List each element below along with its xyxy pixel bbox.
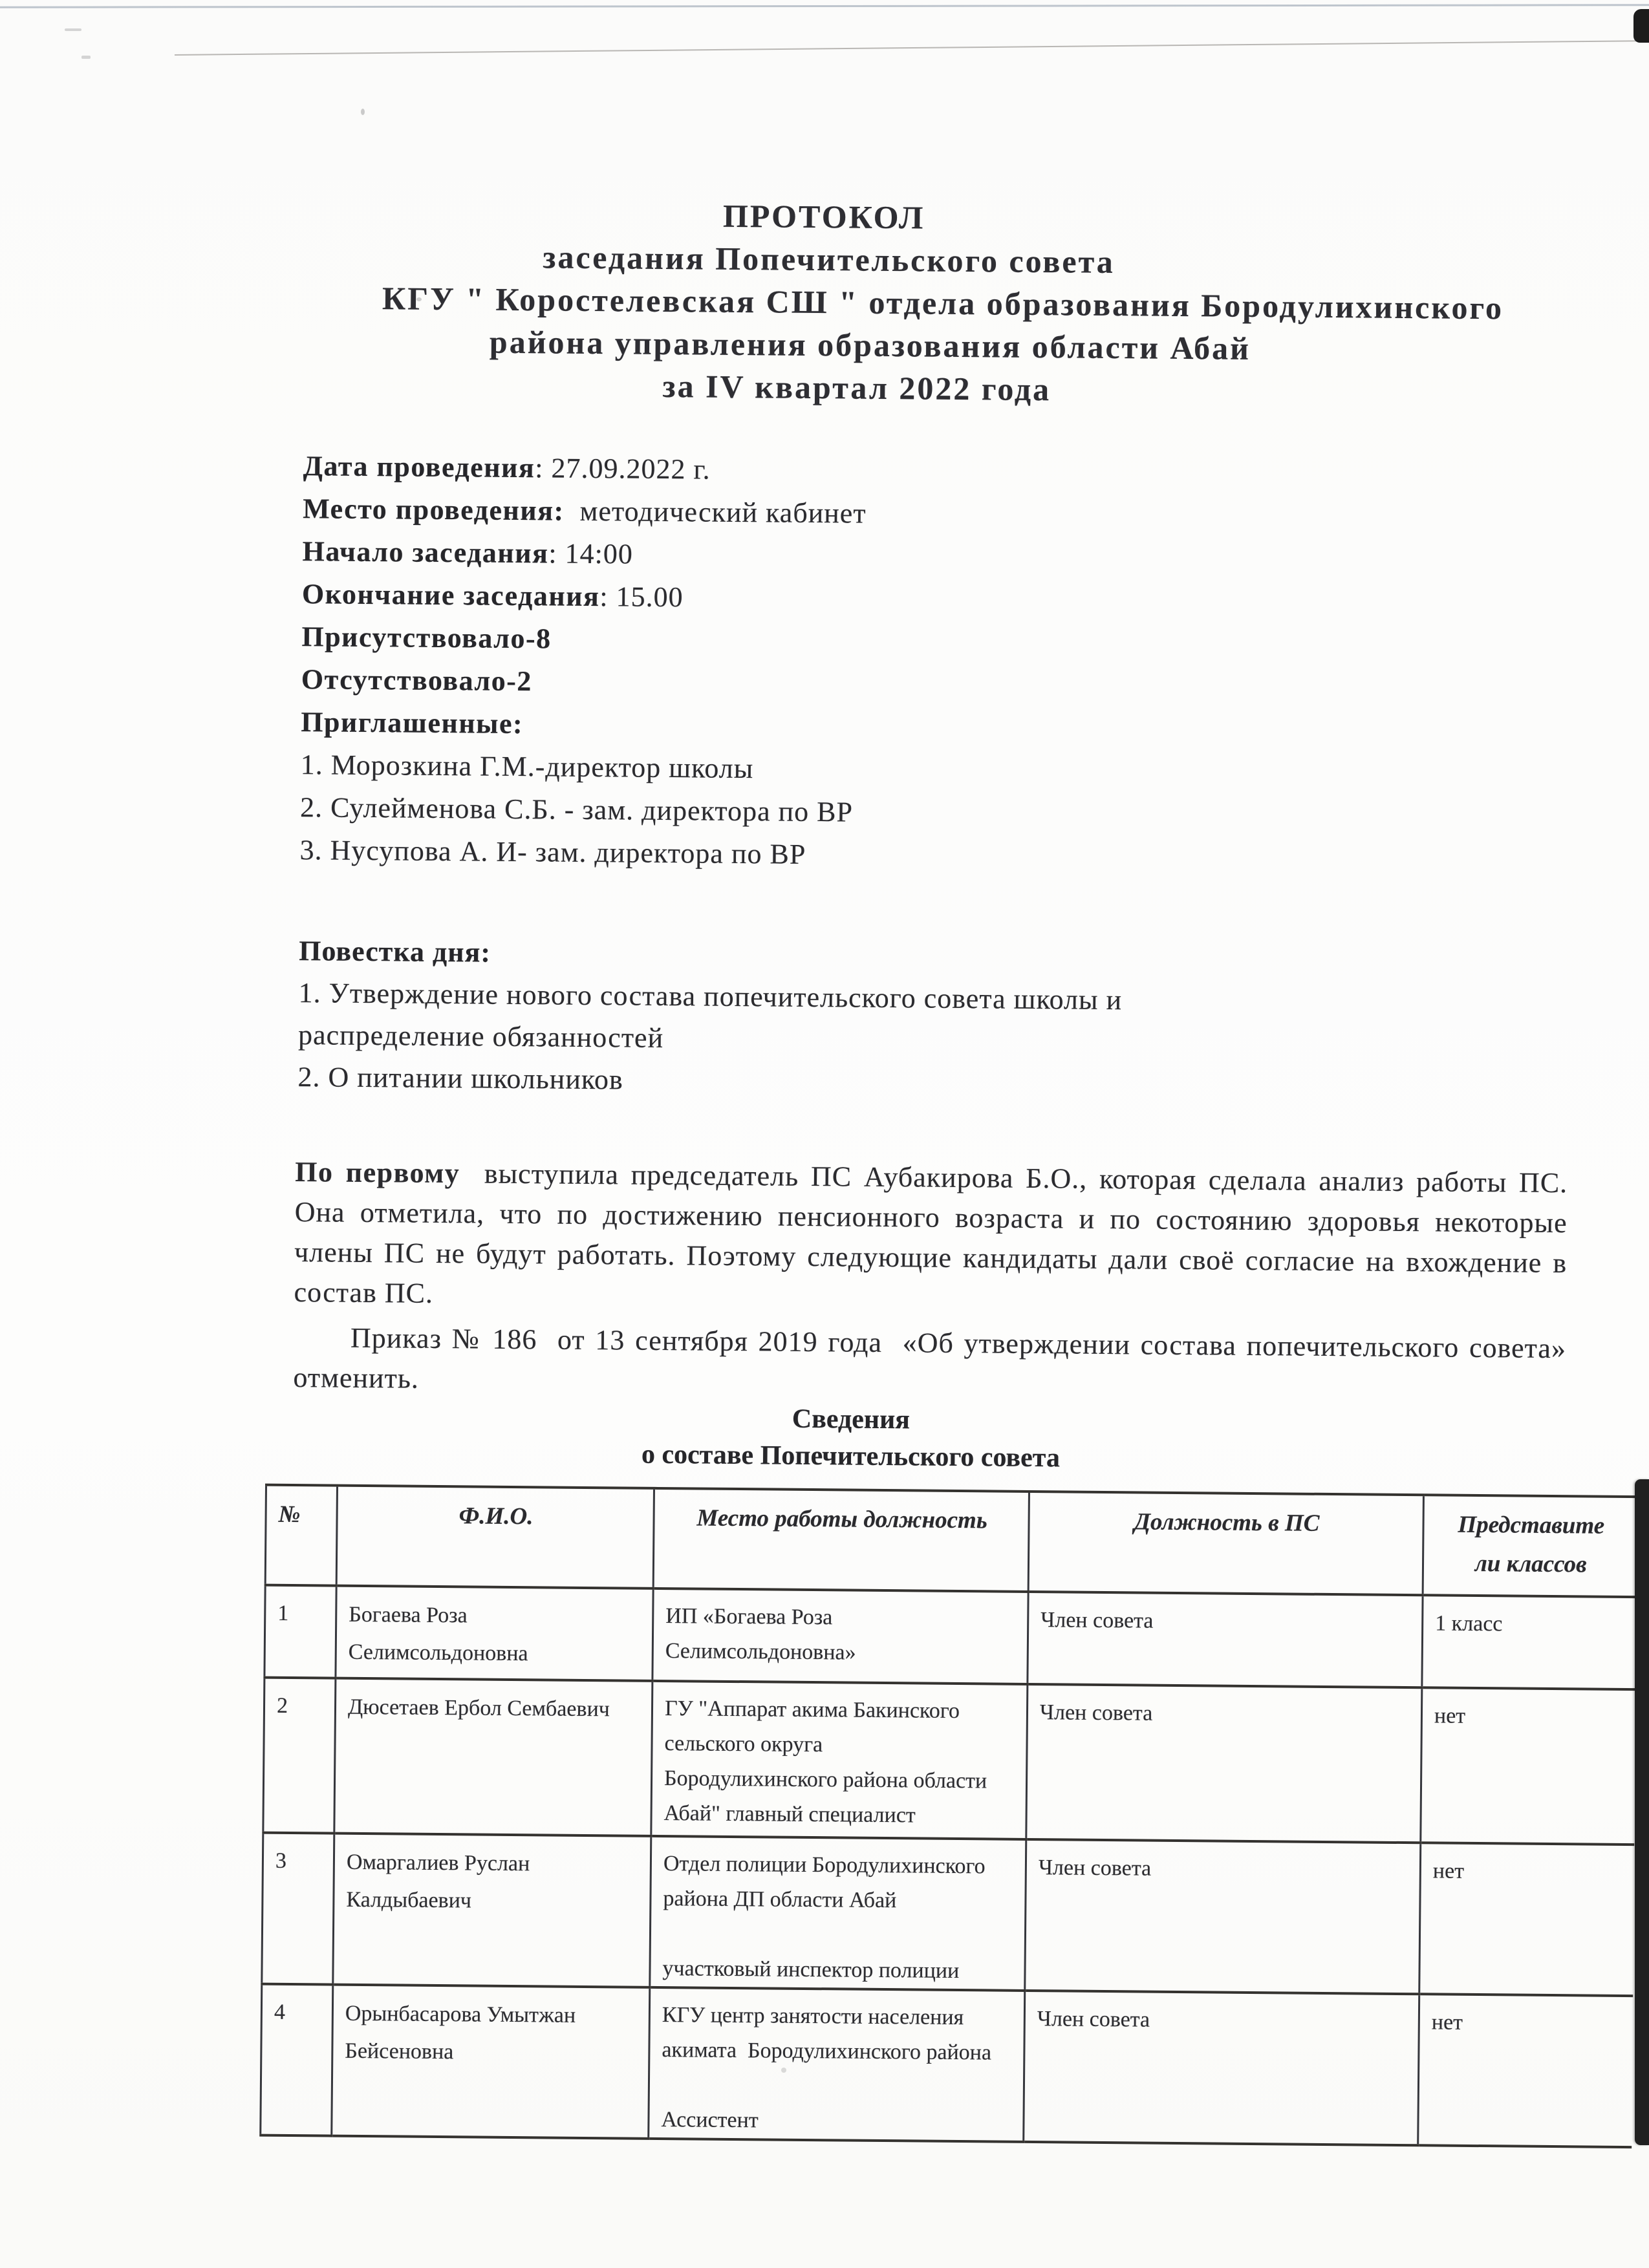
meta-value: : 15.00 [599, 581, 684, 614]
cell-workplace: КГУ центр занятости населения акимата Бородулихинского района Ассистент [649, 1987, 1025, 2142]
table-row [264, 1585, 1636, 1689]
invitee-item: 3. Нусупова А. И- зам. директора по ВР [299, 834, 806, 870]
header-role: Должность в ПС [1028, 1492, 1423, 1595]
table-row [261, 1984, 1633, 2147]
meta-label: Присутствовало-8 [301, 621, 552, 655]
paragraph-lead: По первому [295, 1156, 460, 1190]
first-issue-paragraph [294, 1152, 1568, 1323]
meta-label: Дата проведения [303, 450, 535, 484]
title-line: КГУ " Коростелевская СШ " отдела образования Бородулихинского [382, 280, 1504, 326]
cell-role: Член совета [1024, 1991, 1419, 2145]
agenda [297, 930, 1579, 1109]
header-num: № [265, 1485, 337, 1586]
cell-role: Член совета [1028, 1592, 1423, 1687]
cell-fio: Орынбасарова Умытжан Бейсеновна [332, 1985, 650, 2139]
meta-label: Приглашенные: [301, 706, 524, 740]
table-header-row [265, 1485, 1637, 1597]
title-line: заседания Попечительского совета [543, 239, 1116, 281]
table-row [262, 1833, 1634, 1996]
order-cancel-paragraph: Приказ № 186 от 13 сентября 2019 года «Об утверждении состава попечительского совета» отменить. [293, 1321, 1567, 1395]
header-workplace: Место работы должность [653, 1488, 1029, 1592]
agenda-heading: Повестка дня: [299, 935, 491, 968]
meta-value: методический кабинет [564, 495, 867, 530]
table-caption-line: Сведения [792, 1404, 911, 1435]
cell-fio: Омаргалиев Руслан Калдыбаевич [333, 1834, 651, 1987]
table-caption-line: о составе Попечительского совета [641, 1439, 1061, 1473]
cell-role: Член совета [1026, 1684, 1422, 1843]
cell-role: Член совета [1025, 1839, 1421, 1994]
cell-workplace: Отдел полиции Бородулихинского района ДП области Абай участковый инспектор полиции [650, 1836, 1026, 1991]
title-line: за IV квартал 2022 года [662, 367, 1051, 408]
cell-workplace: ГУ "Аппарат акима Бакинского сельского округа Бородулихинского района области Абай" главный специалист [651, 1681, 1028, 1839]
header-fio: Ф.И.О. [336, 1486, 654, 1589]
meta-label: Начало заседания [302, 535, 549, 570]
paragraph-text: выступила председатель ПС Аубакирова Б.О., которая сделала анализ работы ПС. Она отметила, что по достижению пенсионного возраста и по состоянию здоровья некоторые члены ПС не будут работать. Поэтому следующие кандидаты дали своё согласие на вхождение в состав ПС. [294, 1157, 1568, 1309]
meta-value: : 27.09.2022 г. [535, 452, 711, 486]
header-class-representatives: Представите ли классов [1423, 1495, 1637, 1597]
cell-num: 2 [263, 1678, 336, 1834]
cell-num: 3 [262, 1833, 334, 1985]
cell-classes: 1 класс [1422, 1595, 1636, 1689]
table-caption [217, 1396, 1485, 1481]
document-title [255, 190, 1602, 415]
invitee-item: 1. Морозкина Г.М.-директор школы [300, 749, 754, 785]
cell-classes: нет [1419, 1843, 1634, 1996]
meta-value: : 14:00 [548, 537, 634, 570]
cell-classes: нет [1421, 1687, 1635, 1845]
meta-label: Отсутствовало-2 [301, 663, 533, 698]
agenda-item: 2. О питании школьников [297, 1061, 624, 1096]
table-row [263, 1678, 1635, 1845]
agenda-item: 1. Утверждение нового состава попечительского совета школы и распределение обязанностей [297, 977, 1123, 1054]
cell-fio: Дюсетаев Ербол Сембаевич [334, 1678, 652, 1836]
title-line: ПРОТОКОЛ [722, 197, 925, 236]
cell-num: 1 [264, 1585, 336, 1678]
cell-workplace: ИП «Богаева Роза Селимсольдоновна» [652, 1589, 1028, 1684]
meta-label: Окончание заседания [301, 578, 600, 613]
title-line: района управления образования области Абай [489, 323, 1251, 367]
cell-classes: нет [1418, 1994, 1633, 2147]
cell-fio: Богаева Роза Селимсольдоновна [336, 1586, 653, 1681]
meeting-meta [299, 445, 1584, 883]
invitee-item: 2. Сулейменова С.Б. - зам. директора по ВР [299, 791, 854, 828]
trustees-table [259, 1484, 1637, 2148]
cell-num: 4 [261, 1984, 333, 2136]
meta-label: Место проведения: [302, 493, 565, 527]
